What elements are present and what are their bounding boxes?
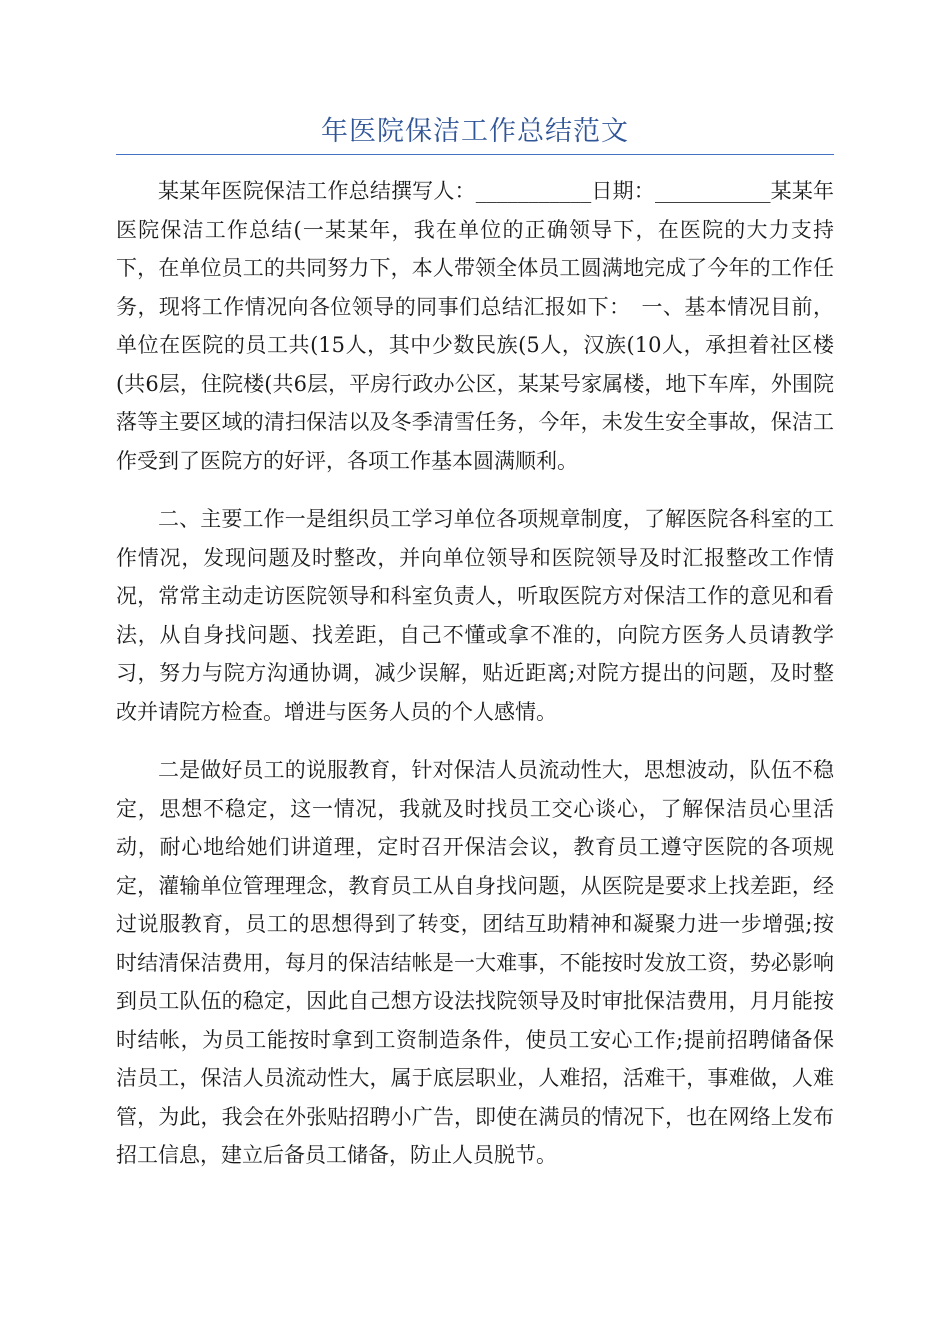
paragraph-staff-education: 二是做好员工的说服教育，针对保洁人员流动性大，思想波动，队伍不稳定，思想不稳定，这一情况，我就及时找员工交心谈心，了解保洁员心里活动，耐心地给她们讲道理，定时召开保洁会议，教育员工遵守医院的各项规定，灌输单位管理理念，教育员工从自身找问题，从医院是要求上找差距，经过说服教育，员工的思想得到了转变，团结互助精神和凝聚力进一步增强;按时结清保洁费用，每月的保洁结帐是一大难事，不能按时发放工资，势必影响到员工队伍的稳定，因此自己想方设法找院领导及时审批保洁费用，月月能按时结帐，为员工能按时拿到工资制造条件，使员工安心工作;提前招聘储备保洁员工，保洁人员流动性大，属于底层职业，人难招，活难干，事难做，人难管，为此，我会在外张贴招聘小广告，即使在满员的情况下，也在网络上发布招工信息，建立后备员工储备，防止人员脱节。 <box>116 758 834 1167</box>
paragraph-main-work: 二、主要工作一是组织员工学习单位各项规章制度，了解医院各科室的工作情况，发现问题及时整改，并向单位领导和医院领导及时汇报整改工作情况，常常主动走访医院领导和科室负责人，听取医院方对保洁工作的意见和看法，从自身找问题、找差距，自己不懂或拿不准的，向院方医务人员请教学习，努力与院方沟通协调，减少误解，贴近距离;对院方提出的问题，及时整改并请院方检查。增进与医务人员的个人感情。 <box>116 507 834 724</box>
document-title: 年医院保洁工作总结范文 <box>321 116 629 147</box>
paragraph-intro: 某某年医院保洁工作总结撰写人：___________日期：___________某某年医院保洁工作总结(一某某年，我在单位的正确领导下，在医院的大力支持下，在单位员工的共同努力下，本人带领全体员工圆满地完成了今年的工作任务，现将工作情况向各位领导的同事们总结汇报如下： 一、基本情况目前，单位在医院的员工共(15人，其中少数民族(5人，汉族(10人，承担着社区楼(共6层，住院楼(共6层，平房行政办公区，某某号家属楼，地下车库，外围院落等主要区域的清扫保洁以及冬季清雪任务，今年，未发生安全事故，保洁工作受到了医院方的好评，各项工作基本圆满顺利。 <box>116 179 834 473</box>
document-body <box>116 172 834 1195</box>
title-underline <box>116 154 834 155</box>
